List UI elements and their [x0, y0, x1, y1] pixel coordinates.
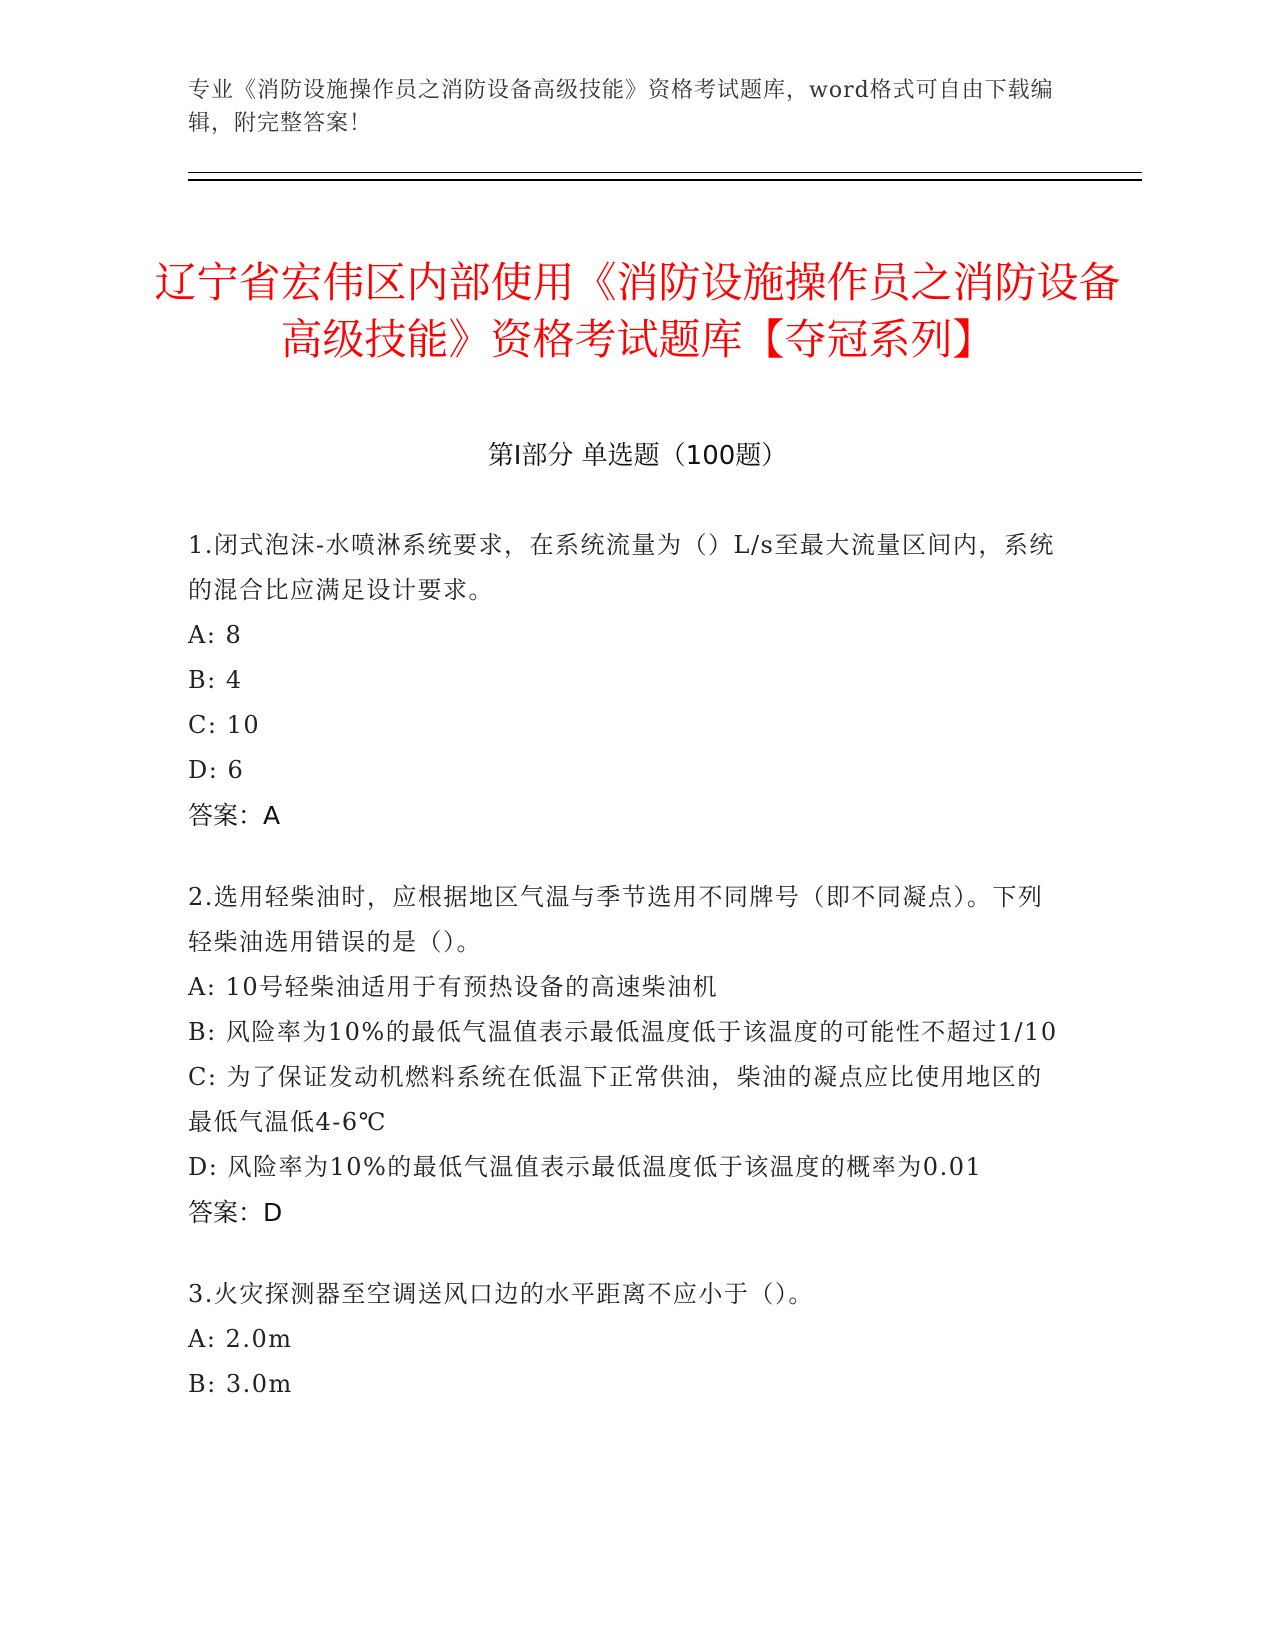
- section-heading: 第Ⅰ部分 单选题（100题）: [487, 441, 788, 471]
- header-rule-thin: [188, 172, 1142, 173]
- question-list: [188, 523, 1068, 1444]
- option-a: A: 8: [188, 621, 243, 649]
- question-1: [188, 523, 1068, 838]
- question-3: [188, 1272, 1068, 1407]
- answer: 答案：A: [188, 801, 281, 830]
- header-note: 专业《消防设施操作员之消防设备高级技能》资格考试题库，word格式可自由下载编辑，附完整答案！: [188, 78, 1054, 136]
- option-a: A: 2.0m: [188, 1325, 293, 1353]
- option-c: C: 为了保证发动机燃料系统在低温下正常供油，柴油的凝点应比使用地区的最低气温低4-6℃: [188, 1063, 1043, 1136]
- option-b: B: 3.0m: [188, 1370, 293, 1398]
- option-d: D: 风险率为10%的最低气温值表示最低温度低于该温度的概率为0.01: [188, 1153, 983, 1181]
- question-stem: 1.闭式泡沫-水喷淋系统要求，在系统流量为（）L/s至最大流量区间内，系统的混合比应满足设计要求。: [188, 531, 1055, 604]
- question-stem: 3.火灾探测器至空调送风口边的水平距离不应小于（）。: [188, 1280, 814, 1308]
- option-b: B: 4: [188, 666, 243, 694]
- header-rule-thick: [188, 179, 1142, 181]
- question-stem: 2.选用轻柴油时，应根据地区气温与季节选用不同牌号（即不同凝点）。下列轻柴油选用错误的是（）。: [188, 883, 1044, 956]
- document-title: 辽宁省宏伟区内部使用《消防设施操作员之消防设备高级技能》资格考试题库【夺冠系列】: [154, 258, 1121, 365]
- answer: 答案：D: [188, 1198, 283, 1227]
- option-c: C: 10: [188, 711, 261, 739]
- option-a: A: 10号轻柴油适用于有预热设备的高速柴油机: [188, 973, 719, 1001]
- option-b: B: 风险率为10%的最低气温值表示最低温度低于该温度的可能性不超过1/10: [188, 1018, 1058, 1046]
- question-2: [188, 875, 1068, 1235]
- option-d: D: 6: [188, 756, 245, 784]
